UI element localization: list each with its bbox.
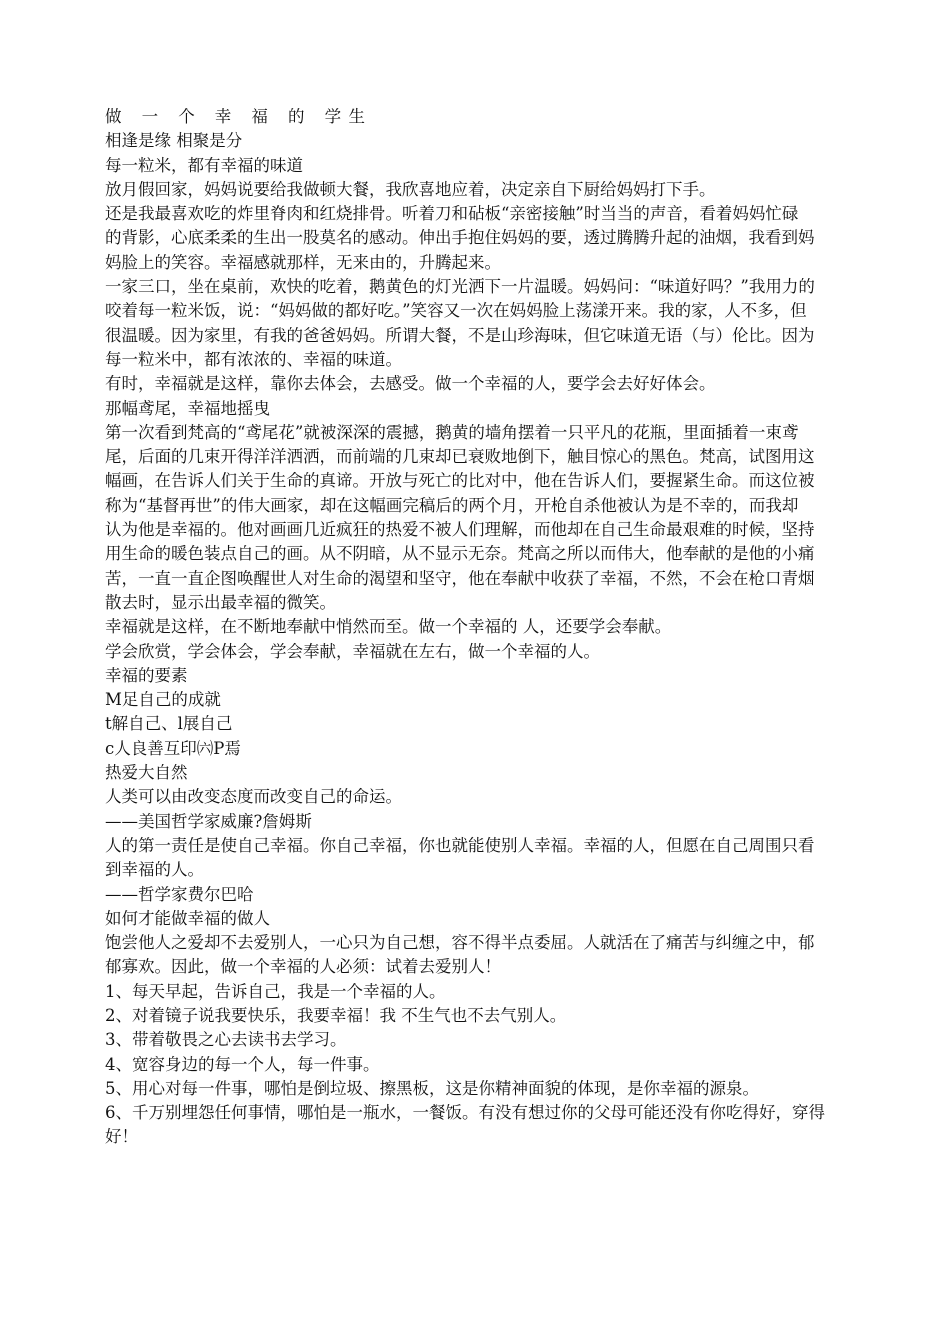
- text-line: 咬着每一粒米饭，说：“妈妈做的都好吃。”笑容又一次在妈妈脸上荡漾开来。我的家，人不多，但: [105, 301, 807, 321]
- text-line: 一家三口，坐在桌前，欢快的吃着，鹅黄色的灯光洒下一片温暖。妈妈问：“味道好吗？”我用力的: [105, 277, 815, 297]
- text-line: 用生命的暖色装点自己的画。从不阴暗，从不显示无奈。梵高之所以而伟大，他奉献的是他的小痛: [105, 544, 815, 564]
- quote-text: 人类可以由改变态度而改变自己的命运。: [105, 787, 402, 807]
- numbered-item: 1、每天早起，告诉自己，我是一个幸福的人。: [105, 981, 446, 1001]
- numbered-item: 6、千万别埋怨任何事情，哪怕是一瓶水，一餐饭。有没有想过你的父母可能还没有你吃得好，穿得: [105, 1103, 825, 1123]
- text-line: 还是我最喜欢吃的炸里脊肉和红烧排骨。听着刀和砧板“亲密接触”时当当的声音，看着妈妈忙碌: [105, 204, 799, 224]
- numbered-item: 好！: [105, 1127, 138, 1147]
- section-heading-elements: 幸福的要素: [105, 665, 188, 685]
- section-heading-rice: 每一粒米，都有幸福的味道: [105, 155, 303, 175]
- text-line: 第一次看到梵高的“鸢尾花”就被深深的震撼，鹅黄的墙角摆着一只平凡的花瓶，里面插着一束鸢: [105, 422, 799, 442]
- section-heading-how: 如何才能做幸福的做人: [105, 908, 270, 928]
- text-line: 学会欣赏，学会体会，学会奉献，幸福就在左右，做一个幸福的人。: [105, 641, 600, 661]
- quote-text: 人的第一责任是使自己幸福。你自己幸福，你也就能使别人幸福。幸福的人，但愿在自己周围只看: [105, 835, 815, 855]
- text-line: 幸福就是这样，在不断地奉献中悄然而至。做一个幸福的 人，还要学会奉献。: [105, 617, 672, 637]
- text-line: 苦，一直一直企图唤醒世人对生命的渴望和坚守，他在奉献中收获了幸福，不然，不会在枪口青烟: [105, 568, 815, 588]
- list-item: t解自己、l展自己: [105, 714, 233, 734]
- text-line: 很温暖。因为家里，有我的爸爸妈妈。所谓大餐，不是山珍海味，但它味道无语（与）伦比。因为: [105, 325, 815, 345]
- text-line: 饱尝他人之爱却不去爱别人，一心只为自己想，容不得半点委屈。人就活在了痛苦与纠缠之中，郁: [105, 933, 815, 953]
- subtitle-line: 相逢是缘 相聚是分: [105, 131, 243, 151]
- list-item: M足自己的成就: [105, 690, 221, 710]
- numbered-item: 4、宽容身边的每一个人，每一件事。: [105, 1054, 380, 1074]
- text-line: 尾，后面的几束开得洋洋洒洒，而前端的几束却已衰败地倒下，触目惊心的黑色。梵高，试图用这: [105, 447, 815, 467]
- text-line: 妈脸上的笑容。幸福感就那样，无来由的，升腾起来。: [105, 252, 501, 272]
- quote-attribution: ——哲学家费尔巴哈: [105, 884, 254, 904]
- quote-attribution: ——美国哲学家威廉?詹姆斯: [105, 811, 312, 831]
- text-line: 称为“基督再世”的伟大画家，却在这幅画完稿后的两个月，开枪自杀他被认为是不幸的，而我却: [105, 495, 799, 515]
- text-line: 散去时，显示出最幸福的微笑。: [105, 592, 336, 612]
- numbered-item: 5、用心对每一件事，哪怕是倒垃圾、擦黑板，这是你精神面貌的体现，是你幸福的源泉。: [105, 1078, 759, 1098]
- section-heading-iris: 那幅鸢尾，幸福地摇曳: [105, 398, 270, 418]
- document-body: [105, 105, 850, 1150]
- numbered-item: 2、对着镜子说我要快乐，我要幸福！我 不生气也不去气别人。: [105, 1005, 567, 1025]
- document-title: 做 一 个 幸 福 的 学生: [105, 107, 373, 126]
- list-item: c人良善互印㈥P焉: [105, 738, 241, 758]
- text-line: 每一粒米中，都有浓浓的、幸福的味道。: [105, 349, 402, 369]
- text-line: 放月假回家，妈妈说要给我做顿大餐，我欣喜地应着，决定亲自下厨给妈妈打下手。: [105, 179, 716, 199]
- numbered-item: 3、带着敬畏之心去读书去学习。: [105, 1030, 347, 1050]
- text-line: 有时，幸福就是这样，靠你去体会，去感受。做一个幸福的人，要学会去好好体会。: [105, 374, 716, 394]
- text-line: 幅画，在告诉人们关于生命的真谛。开放与死亡的比对中，他在告诉人们，要握紧生命。而这位被: [105, 471, 815, 491]
- list-item: 热爱大自然: [105, 763, 188, 783]
- text-line: 郁寡欢。因此，做一个幸福的人必须：试着去爱别人！: [105, 957, 501, 977]
- quote-text: 到幸福的人。: [105, 860, 204, 880]
- text-line: 认为他是幸福的。他对画画几近疯狂的热爱不被人们理解，而他却在自己生命最艰难的时候，坚持: [105, 520, 815, 540]
- text-line: 的背影，心底柔柔的生出一股莫名的感动。伸出手抱住妈妈的要，透过腾腾升起的油烟，我看到妈: [105, 228, 815, 248]
